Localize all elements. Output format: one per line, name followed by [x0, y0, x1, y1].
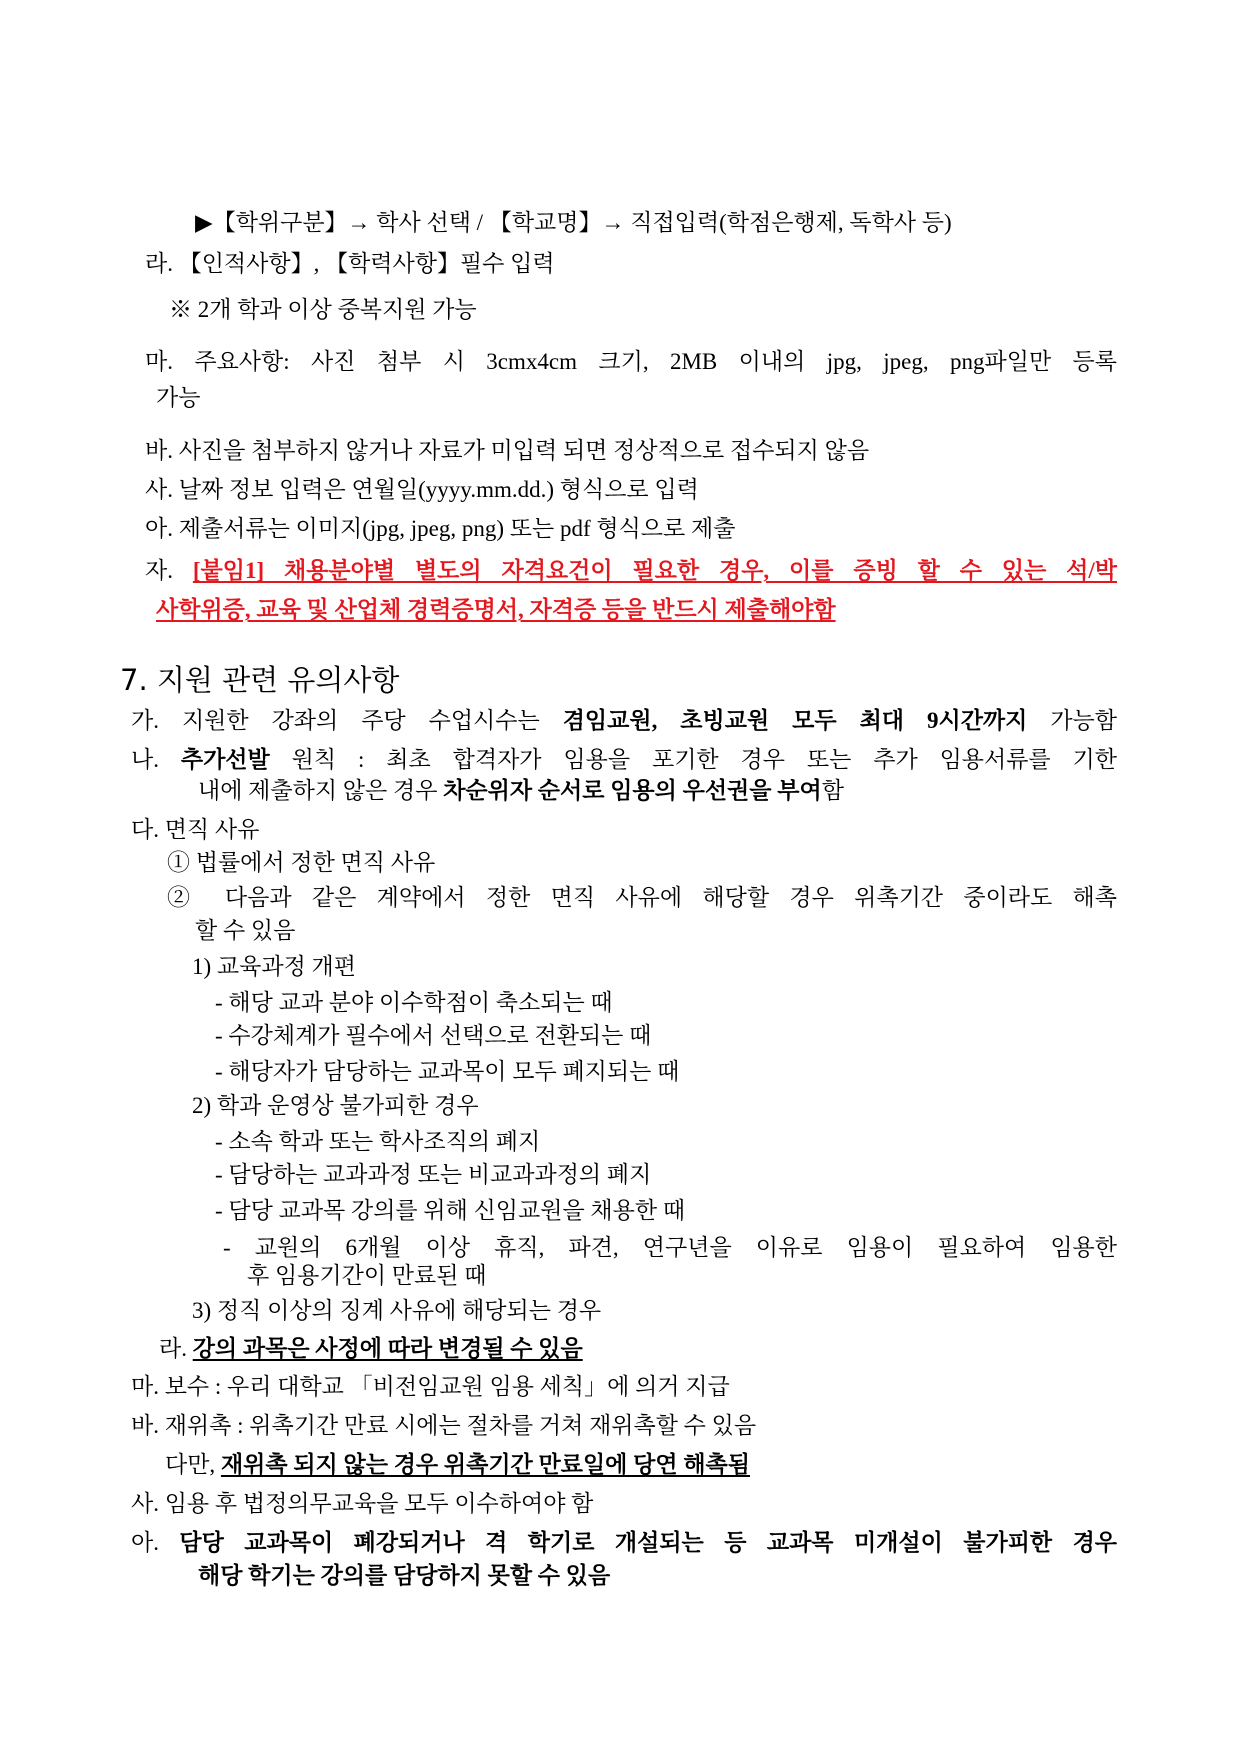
list-item: - 수강체계가 필수에서 선택으로 전환되는 때: [215, 1023, 652, 1048]
item-da-sub1: ① 법률에서 정한 면직 사유: [167, 850, 436, 875]
list-item: - 담당 교과목 강의를 위해 신임교원을 채용한 때: [215, 1198, 686, 1223]
item-ja-marker: 자.: [145, 558, 193, 583]
item-ba-reappointment: 바. 재위촉 : 위촉기간 만료 시에는 절차를 거쳐 재위촉할 수 있음: [131, 1413, 757, 1438]
item-ba-missing-data: 바. 사진을 첨부하지 않거나 자료가 미입력 되면 정상적으로 접수되지 않음: [145, 438, 870, 463]
item-na-marker: 나.: [131, 747, 181, 772]
item-ra-course-change: [159, 1334, 1117, 1364]
multi-apply-note: ※ 2개 학과 이상 중복지원 가능: [169, 297, 477, 322]
item-ma-salary: 마. 보수 : 우리 대학교 「비전임교원 임용 세칙」에 의거 지급: [131, 1374, 730, 1399]
list-item: - 해당 교과 분야 이수학점이 축소되는 때: [215, 990, 613, 1015]
item-a-document-format: 아. 제출서류는 이미지(jpg, jpeg, png) 또는 pdf 형식으로 제출: [145, 516, 736, 541]
item-ba-note-text: 다만,: [165, 1452, 221, 1477]
degree-input-hint: ▶【학위구분】→ 학사 선택 / 【학교명】→ 직접입력(학점은행제, 독학사 등): [195, 210, 952, 235]
item-na-line2-bold: 차순위자 순서로 임용의 우선권을 부여: [443, 778, 822, 803]
item-ga-text: 가. 지원한 강좌의 주당 수업시수는: [131, 708, 563, 733]
item-ba-note: [165, 1450, 1117, 1480]
item-a-line2: [198, 1561, 1117, 1591]
item-na-text: 원칙 : 최초 합격자가 임용을 포기한 경우 또는 추가 임용서류를 기한: [269, 747, 1117, 772]
item-ba-note-emphasis: 재위촉 되지 않는 경우 위촉기간 만료일에 당연 해촉됨: [220, 1452, 750, 1477]
item-na-bold: 추가선발: [180, 747, 270, 772]
item-a-line1: [131, 1528, 1117, 1558]
red-emphasis-line2: 사학위증, 교육 및 산업체 경력증명서, 자격증 등을 반드시 제출해야함: [156, 597, 836, 622]
item-a-marker: 아.: [131, 1530, 180, 1555]
case3-title: 3) 정직 이상의 징계 사유에 해당되는 경우: [192, 1298, 602, 1323]
case2-title: 2) 학과 운영상 불가피한 경우: [192, 1093, 479, 1118]
item-na-line1: [131, 745, 1117, 775]
item-da-title: 다. 면직 사유: [131, 817, 260, 842]
item-sa-date-format: 사. 날짜 정보 입력은 연월일(yyyy.mm.dd.) 형식으로 입력: [145, 477, 699, 502]
item-ja-line2: [156, 595, 1117, 625]
item-ga-bold: 겸임교원, 초빙교원 모두 최대 9시간까지: [562, 708, 1028, 733]
item-a-bold-line2: 해당 학기는 강의를 담당하지 못할 수 있음: [198, 1563, 611, 1588]
item-ja-line1: [145, 556, 1117, 586]
item-na-line2-text: 내에 제출하지 않은 경우: [198, 778, 444, 803]
item-ra-marker: 라.: [159, 1336, 193, 1361]
item-ra-required-input: 라. 【인적사항】, 【학력사항】필수 입력: [145, 251, 555, 276]
list-item-leave-line2: 후 임용기간이 만료된 때: [247, 1263, 487, 1288]
list-item: - 해당자가 담당하는 교과목이 모두 폐지되는 때: [215, 1059, 680, 1084]
red-emphasis-line1: [붙임1] 채용분야별 별도의 자격요건이 필요한 경우, 이를 증빙 할 수 있는 석/박: [192, 558, 1118, 583]
item-sa-mandatory-training: 사. 임용 후 법정의무교육을 모두 이수하여야 함: [131, 1491, 594, 1516]
item-da-sub2-line2: 할 수 있음: [195, 918, 296, 943]
list-item: - 소속 학과 또는 학사조직의 폐지: [215, 1129, 541, 1154]
item-ma-photo-rule-line2: 가능: [156, 385, 201, 410]
section-7-heading: 7. 지원 관련 유의사항: [120, 663, 400, 697]
item-ma-photo-rule-line1: 마. 주요사항: 사진 첨부 시 3cmx4cm 크기, 2MB 이내의 jpg, jpeg, png파일만 등록: [145, 349, 1117, 374]
item-ra-emphasis: 강의 과목은 사정에 따라 변경될 수 있음: [192, 1336, 583, 1361]
list-item: - 담당하는 교과과정 또는 비교과과정의 폐지: [215, 1162, 652, 1187]
item-ga-teaching-hours: [131, 706, 1117, 736]
item-na-line2: [198, 776, 1117, 806]
list-item-leave-line1: - 교원의 6개월 이상 휴직, 파견, 연구년을 이유로 임용이 필요하여 임용한: [223, 1235, 1117, 1260]
case1-title: 1) 교육과정 개편: [192, 954, 356, 979]
item-da-sub2-line1: ② 다음과 같은 계약에서 정한 면직 사유에 해당할 경우 위촉기간 중이라도 해촉: [167, 885, 1117, 910]
item-na-line2-tail: 함: [821, 778, 844, 803]
item-ga-tail: 가능함: [1027, 708, 1117, 733]
item-a-bold-line1: 담당 교과목이 폐강되거나 격 학기로 개설되는 등 교과목 미개설이 불가피한 경우: [179, 1530, 1118, 1555]
